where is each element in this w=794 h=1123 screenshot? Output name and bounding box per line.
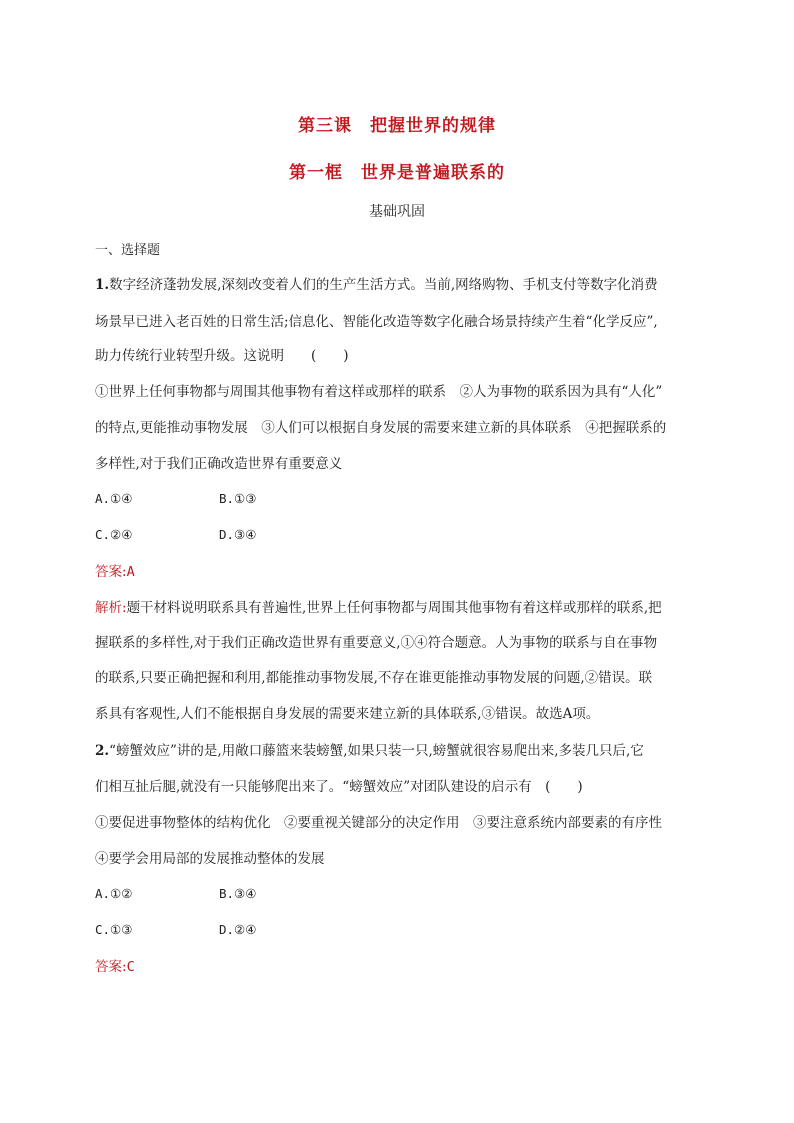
q2-option-d: D.②④ xyxy=(219,922,257,937)
q2-items-line-2: ④要学会用局部的发展推动整体的发展 xyxy=(95,851,325,867)
q2-answer xyxy=(95,957,705,977)
q2-answer-value: C xyxy=(126,959,135,975)
q1-option-a: A.①④ xyxy=(95,491,133,506)
section-title: 第一框 世界是普遍联系的 xyxy=(289,163,505,183)
q1-answer-value: A xyxy=(126,564,135,580)
q1-answer-label: 答案: xyxy=(95,564,127,580)
q1-number: 1. xyxy=(95,277,110,293)
q1-stem-line-1 xyxy=(95,275,705,295)
q2-option-b: B.③④ xyxy=(219,886,257,901)
subtitle: 基础巩固 xyxy=(369,204,425,220)
q2-answer-label: 答案: xyxy=(95,959,127,975)
q1-items-line-2: 的特点,更能推动事物发展 ③人们可以根据自身发展的需要来建立新的具体联系 ④把握联系的 xyxy=(95,420,667,436)
q1-stem-line-2: 场景早已进入老百姓的日常生活;信息化、智能化改造等数字化融合场景持续产生着“化学反应”, xyxy=(95,314,658,330)
q2-stem-line-1 xyxy=(95,741,705,761)
q2-stem-line-2: 们相互扯后腿,就没有一只能够爬出来了。“螃蟹效应”对团队建设的启示有 ( ) xyxy=(95,779,583,795)
q2-items-line-1: ①要促进事物整体的结构优化 ②要重视关键部分的决定作用 ③要注意系统内部要素的有序性 xyxy=(95,815,662,831)
q1-items-line-3: 多样性,对于我们正确改造世界有重要意义 xyxy=(95,456,343,472)
q2-number: 2. xyxy=(95,743,110,759)
q1-analysis-label: 解析: xyxy=(95,600,127,616)
q1-option-d: D.③④ xyxy=(219,527,257,542)
q1-items-line-1: ①世界上任何事物都与周围其他事物有着这样或那样的联系 ②人为事物的联系因为具有“人化” xyxy=(95,384,663,400)
q1-option-b: B.①③ xyxy=(219,491,257,506)
q1-stem-line-3: 助力传统行业转型升级。这说明 ( ) xyxy=(95,348,349,364)
q2-stem-text-1: “螃蟹效应”讲的是,用敞口藤篮来装螃蟹,如果只装一只,螃蟹就很容易爬出来,多装几只后,它 xyxy=(109,743,644,759)
part-heading: 一、选择题 xyxy=(95,243,161,258)
q1-analysis-text-1: 题干材料说明联系具有普遍性,世界上任何事物都与周围其他事物有着这样或那样的联系,把 xyxy=(126,600,662,616)
q1-analysis-line-4: 系具有客观性,人们不能根据自身发展的需要来建立新的具体联系,③错误。故选A项。 xyxy=(95,706,600,722)
lesson-title: 第三课 把握世界的规律 xyxy=(298,116,496,136)
q1-analysis-line-1 xyxy=(95,598,705,618)
q2-option-a: A.①② xyxy=(95,886,133,901)
q1-answer xyxy=(95,562,705,582)
q1-option-c: C.②④ xyxy=(95,527,133,542)
q1-stem-text-1: 数字经济蓬勃发展,深刻改变着人们的生产生活方式。当前,网络购物、手机支付等数字化消费 xyxy=(109,277,658,293)
q2-option-c: C.①③ xyxy=(95,922,133,937)
q1-analysis-line-3: 的联系,只要正确把握和利用,都能推动事物发展,不存在谁更能推动事物发展的问题,②错误。联 xyxy=(95,670,653,686)
q1-analysis-line-2: 握联系的多样性,对于我们正确改造世界有重要意义,①④符合题意。人为事物的联系与自在事物 xyxy=(95,635,658,651)
